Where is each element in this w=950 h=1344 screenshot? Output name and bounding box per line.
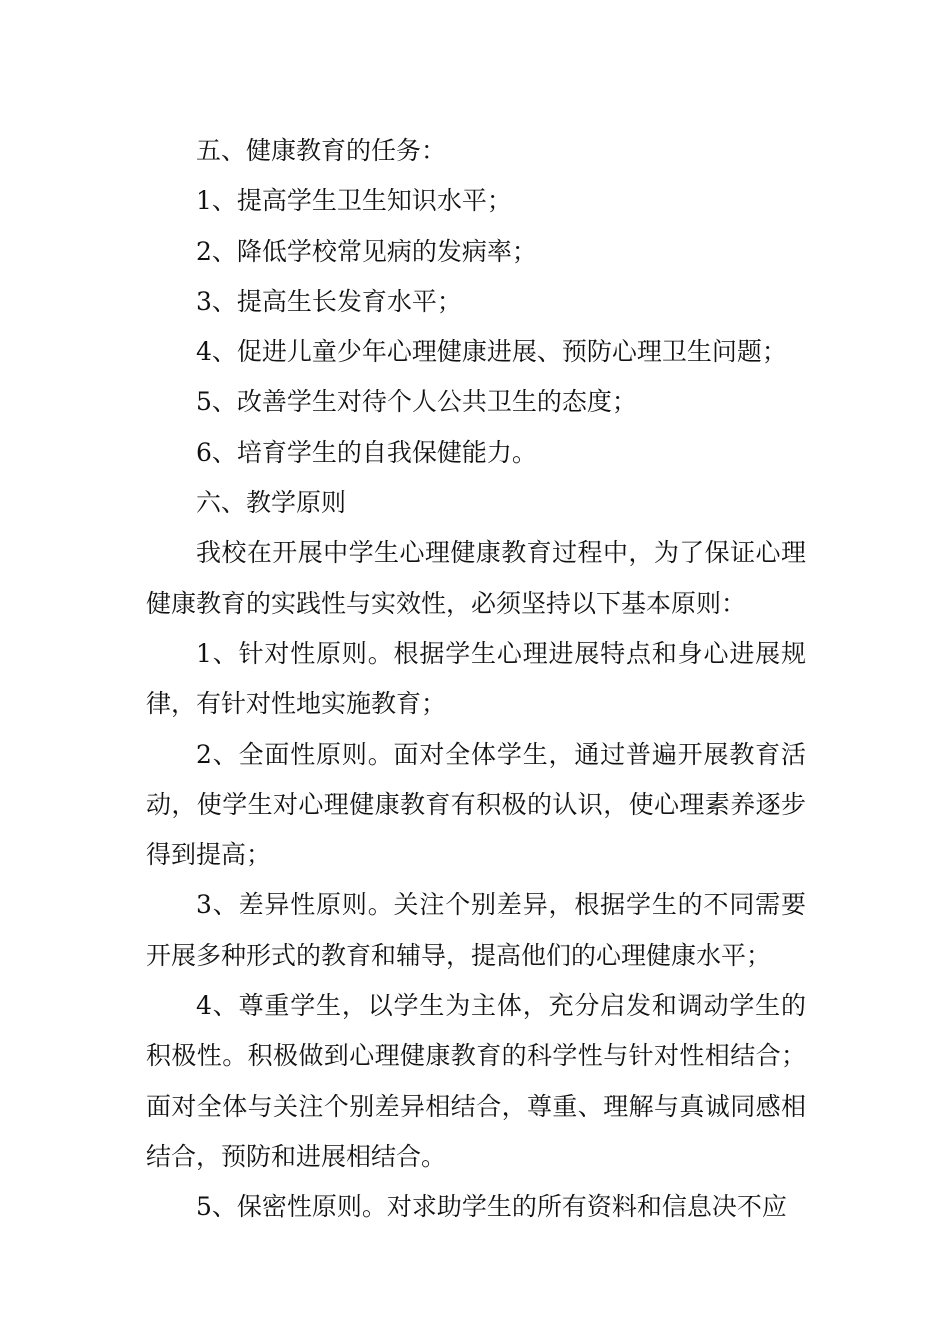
task-item-5: 5、改善学生对待个人公共卫生的态度；	[196, 387, 637, 417]
section-heading-tasks: 五、健康教育的任务：	[196, 136, 447, 165]
section-heading-principles: 六、教学原则	[196, 488, 347, 518]
task-item-4: 4、促进儿童少年心理健康进展、预防心理卫生问题；	[196, 337, 787, 367]
principle-paragraph-3: 3、差异性原则。关注个别差异，根据学生的不同需要开展多种形式的教育和辅导，提高他们的心理健康水平；	[146, 890, 806, 970]
principles-intro-paragraph: 我校在开展中学生心理健康教育过程中，为了保证心理健康教育的实践性与实效性，必须坚持以下基本原则：	[146, 538, 806, 618]
task-item-3: 3、提高生长发育水平；	[196, 286, 462, 316]
principle-paragraph-1: 1、针对性原则。根据学生心理进展特点和身心进展规律，有针对性地实施教育；	[146, 638, 806, 719]
task-item-1: 1、提高学生卫生知识水平；	[196, 186, 512, 216]
principle-paragraph-4: 4、尊重学生，以学生为主体，充分启发和调动学生的积极性。积极做到心理健康教育的科学性与针对性相结合；面对全体与关注个别差异相结合，尊重、理解与真诚同感相结合，预防和进展相结合。	[146, 991, 806, 1171]
principle-paragraph-2: 2、全面性原则。面对全体学生，通过普遍开展教育活动，使学生对心理健康教育有积极的认识，使心理素养逐步得到提高；	[146, 739, 806, 870]
document-body	[146, 126, 806, 1233]
task-item-2: 2、降低学校常见病的发病率；	[196, 236, 537, 266]
task-item-6: 6、培育学生的自我保健能力。	[196, 437, 537, 467]
principle-paragraph-5: 5、保密性原则。对求助学生的所有资料和信息决不应	[196, 1192, 787, 1222]
